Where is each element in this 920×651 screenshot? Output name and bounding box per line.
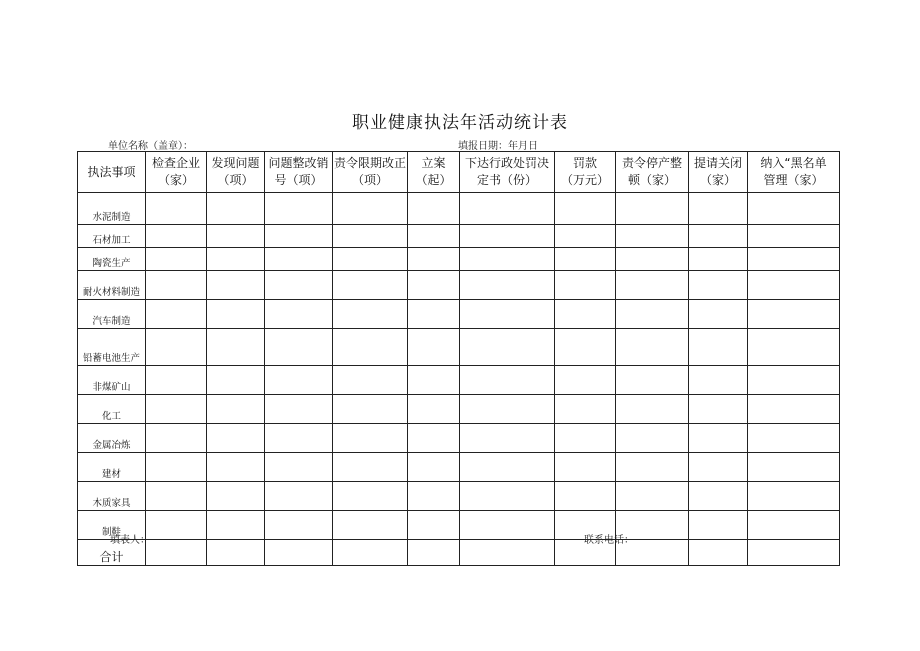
data-cell[interactable] [616,366,689,395]
column-header-line: 顿（家） [627,173,676,187]
data-cell[interactable] [333,511,408,540]
data-cell[interactable] [460,329,555,366]
row-label: 铅蓄电池生产 [78,329,146,366]
table-row [78,395,840,424]
data-cell[interactable] [460,482,555,511]
unit-name-label: 单位名称（盖章）： [108,141,193,152]
data-cell[interactable] [408,271,460,300]
row-label: 耐火材料制造 [78,271,146,300]
data-cell[interactable] [408,225,460,248]
table-header-row [78,152,840,193]
data-cell[interactable] [555,271,616,300]
data-cell[interactable] [460,300,555,329]
total-label: 合计 [78,540,146,566]
data-cell[interactable] [207,248,265,271]
row-label: 陶瓷生产 [78,248,146,271]
data-cell[interactable] [146,300,207,329]
filler-label: 填表人： [110,535,150,546]
column-header-line: （家） [699,173,736,187]
data-cell[interactable] [333,271,408,300]
column-header-line: （起） [415,173,452,187]
column-header-line: 责令限期改正 [333,156,406,170]
row-label: 汽车制造 [78,300,146,329]
data-cell[interactable] [207,395,265,424]
data-cell[interactable] [616,395,689,424]
data-cell[interactable] [265,300,333,329]
data-cell[interactable] [616,193,689,225]
data-cell[interactable] [748,424,840,453]
data-cell[interactable] [555,248,616,271]
data-cell[interactable] [333,193,408,225]
data-cell[interactable] [265,329,333,366]
data-cell[interactable] [748,193,840,225]
data-cell[interactable] [207,511,265,540]
data-cell[interactable] [616,225,689,248]
data-cell[interactable] [265,366,333,395]
table-row [78,193,840,225]
data-cell[interactable] [689,511,748,540]
column-header-0 [78,152,146,193]
data-cell[interactable] [146,511,207,540]
data-cell[interactable] [748,511,840,540]
column-header-line: 罚款 [572,156,597,170]
data-cell[interactable] [748,248,840,271]
data-cell[interactable] [146,482,207,511]
data-cell[interactable] [207,424,265,453]
data-cell[interactable] [265,424,333,453]
row-label: 建材 [78,453,146,482]
data-cell[interactable] [408,453,460,482]
data-cell[interactable] [689,482,748,511]
data-cell[interactable] [408,511,460,540]
table-row [78,424,840,453]
data-cell[interactable] [460,366,555,395]
data-cell[interactable] [408,540,460,566]
data-cell[interactable] [333,329,408,366]
data-cell[interactable] [265,193,333,225]
data-cell[interactable] [146,424,207,453]
data-cell[interactable] [146,271,207,300]
data-cell[interactable] [460,193,555,225]
column-header-6 [460,152,555,193]
data-cell[interactable] [408,395,460,424]
row-label: 石材加工 [78,225,146,248]
data-cell[interactable] [265,225,333,248]
table-row [78,366,840,395]
column-header-line: （万元） [560,173,609,187]
row-label: 非煤矿山 [78,366,146,395]
data-cell[interactable] [146,248,207,271]
table-row [78,453,840,482]
data-cell[interactable] [207,366,265,395]
data-cell[interactable] [408,366,460,395]
data-cell[interactable] [616,300,689,329]
data-cell[interactable] [333,366,408,395]
data-cell[interactable] [748,453,840,482]
data-cell[interactable] [207,482,265,511]
data-cell[interactable] [265,540,333,566]
data-cell[interactable] [555,300,616,329]
data-cell[interactable] [333,395,408,424]
column-header-line: 纳入“黑名单 [760,156,827,170]
data-cell[interactable] [689,453,748,482]
data-cell[interactable] [408,482,460,511]
data-cell[interactable] [333,540,408,566]
data-cell[interactable] [207,540,265,566]
data-cell[interactable] [207,300,265,329]
data-cell[interactable] [555,366,616,395]
data-cell[interactable] [265,271,333,300]
data-cell[interactable] [460,225,555,248]
column-header-1 [146,152,207,193]
column-header-line: 责令停产整 [621,156,682,170]
data-cell[interactable] [460,424,555,453]
data-cell[interactable] [408,300,460,329]
data-cell[interactable] [616,482,689,511]
total-row [78,540,840,566]
data-cell[interactable] [333,453,408,482]
data-cell[interactable] [265,482,333,511]
data-cell[interactable] [408,193,460,225]
data-cell[interactable] [207,225,265,248]
data-cell[interactable] [460,511,555,540]
data-cell[interactable] [146,540,207,566]
data-cell[interactable] [689,248,748,271]
data-cell[interactable] [555,482,616,511]
data-cell[interactable] [555,453,616,482]
data-cell[interactable] [333,482,408,511]
data-cell[interactable] [748,271,840,300]
data-cell[interactable] [555,225,616,248]
data-cell[interactable] [555,395,616,424]
row-label: 化工 [78,395,146,424]
column-header-3 [265,152,333,193]
data-cell[interactable] [265,248,333,271]
column-header-line: 号（项） [274,173,323,187]
data-cell[interactable] [408,424,460,453]
data-cell[interactable] [748,329,840,366]
data-cell[interactable] [207,329,265,366]
column-header-4 [333,152,408,193]
table-row [78,482,840,511]
data-cell[interactable] [333,225,408,248]
data-cell[interactable] [555,329,616,366]
data-cell[interactable] [333,300,408,329]
row-label: 水泥制造 [78,193,146,225]
column-header-line: 定书（份） [476,173,537,187]
column-header-8 [616,152,689,193]
page-title: 职业健康执法年活动统计表 [352,113,568,133]
column-header-line: 问题整改销 [268,156,329,170]
data-cell[interactable] [408,248,460,271]
data-cell[interactable] [555,193,616,225]
column-header-line: （项） [351,173,388,187]
data-cell[interactable] [146,453,207,482]
data-cell[interactable] [460,453,555,482]
data-cell[interactable] [616,271,689,300]
table-row [78,271,840,300]
data-cell[interactable] [265,511,333,540]
data-cell[interactable] [748,300,840,329]
column-header-line: 发现问题 [211,156,260,170]
column-header-line: 立案 [421,156,446,170]
table-row [78,511,840,540]
data-cell[interactable] [616,329,689,366]
data-cell[interactable] [748,482,840,511]
table-row [78,225,840,248]
data-cell[interactable] [207,453,265,482]
column-header-line: 下达行政处罚决 [464,156,549,170]
data-cell[interactable] [408,329,460,366]
data-cell[interactable] [460,395,555,424]
column-header-9 [689,152,748,193]
table-body [78,193,840,566]
data-cell[interactable] [748,540,840,566]
column-header-5 [408,152,460,193]
data-cell[interactable] [555,424,616,453]
data-cell[interactable] [265,453,333,482]
data-cell[interactable] [689,424,748,453]
data-cell[interactable] [265,395,333,424]
column-header-line: 管理（家） [763,173,824,187]
report-date-label: 填报日期：年月日 [458,141,538,152]
data-cell[interactable] [460,271,555,300]
data-cell[interactable] [689,271,748,300]
data-cell[interactable] [689,540,748,566]
column-header-line: 提请关闭 [693,156,742,170]
data-cell[interactable] [689,300,748,329]
table-row [78,329,840,366]
table-row [78,300,840,329]
data-cell[interactable] [689,225,748,248]
data-cell[interactable] [689,395,748,424]
column-header-7 [555,152,616,193]
data-cell[interactable] [748,395,840,424]
data-cell[interactable] [207,271,265,300]
column-header-2 [207,152,265,193]
statistics-table [77,151,840,566]
row-label: 制鞋 [78,511,146,540]
data-cell[interactable] [616,453,689,482]
column-header-line: （家） [157,173,194,187]
data-cell[interactable] [146,329,207,366]
column-header-10 [748,152,840,193]
data-cell[interactable] [333,424,408,453]
data-cell[interactable] [146,366,207,395]
data-cell[interactable] [616,248,689,271]
data-cell[interactable] [333,248,408,271]
column-header-line: （项） [217,173,254,187]
data-cell[interactable] [207,193,265,225]
row-label: 木质家具 [78,482,146,511]
table-row [78,248,840,271]
data-cell[interactable] [748,366,840,395]
data-cell[interactable] [689,193,748,225]
data-cell[interactable] [689,329,748,366]
data-cell[interactable] [146,225,207,248]
contact-phone-label: 联系电话： [584,535,634,546]
data-cell[interactable] [689,366,748,395]
column-header-line: 执法事项 [87,164,136,179]
data-cell[interactable] [146,193,207,225]
row-label: 金属冶炼 [78,424,146,453]
data-cell[interactable] [146,395,207,424]
data-cell[interactable] [616,424,689,453]
data-cell[interactable] [460,540,555,566]
column-header-line: 检查企业 [151,156,200,170]
data-cell[interactable] [460,248,555,271]
data-cell[interactable] [748,225,840,248]
